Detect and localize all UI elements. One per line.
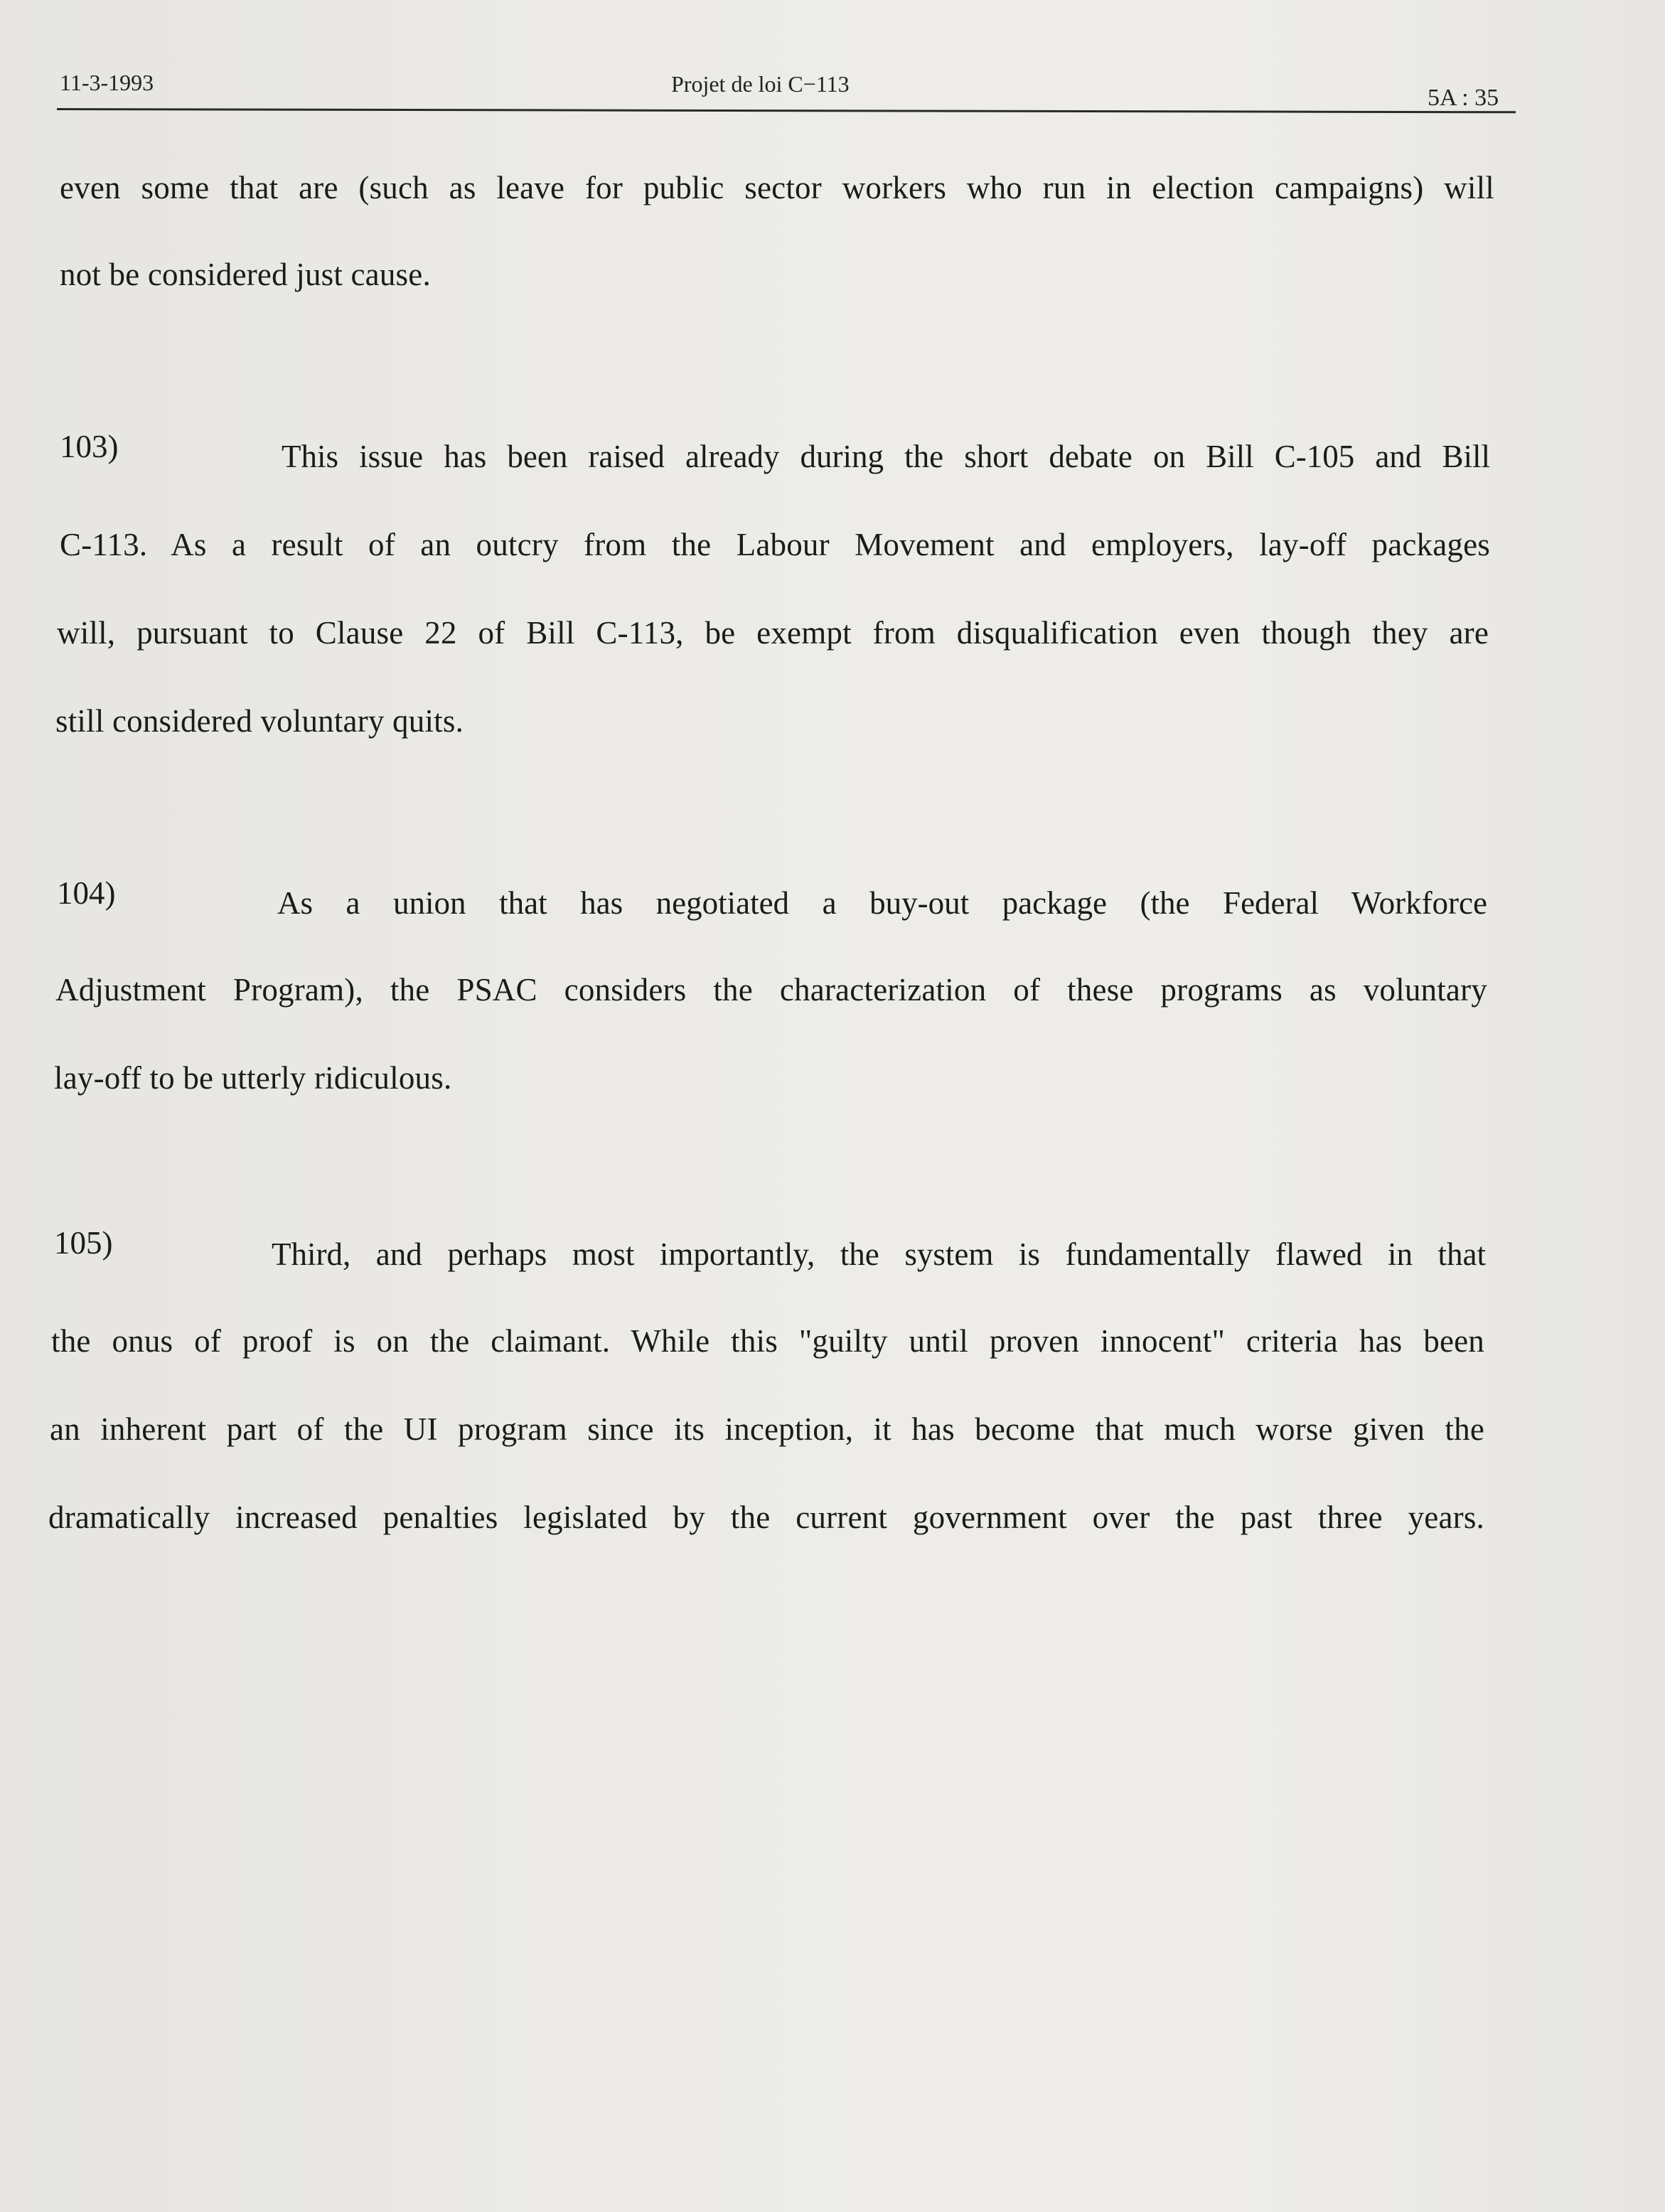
paragraph-line: still considered voluntary quits.	[55, 703, 464, 739]
paragraph-line: dramatically increased penalties legislated by the current government over the past three years.	[48, 1500, 1484, 1535]
paragraph-line: Adjustment Program), the PSAC considers the characterization of these programs as voluntary	[55, 972, 1487, 1008]
paragraph-line: the onus of proof is on the claimant. While this "guilty until proven innocent" criteria has been	[51, 1323, 1484, 1359]
paragraph-number: 105)	[54, 1225, 113, 1261]
header-rule	[57, 108, 1516, 113]
paragraph-line: C-113. As a result of an outcry from the Labour Movement and employers, lay-off packages	[60, 527, 1490, 562]
paragraph-line: an inherent part of the UI program since its inception, it has become that much worse given the	[50, 1411, 1484, 1447]
header-page-number: 5A : 35	[1428, 85, 1499, 111]
paragraph-number: 104)	[57, 875, 116, 911]
header-title: Projet de loi C−113	[671, 71, 850, 97]
paragraph-first-line: As a union that has negotiated a buy-out package (the Federal Workforce	[277, 885, 1487, 921]
paragraph-line: will, pursuant to Clause 22 of Bill C-113, be exempt from disqualification even though they are	[57, 615, 1489, 651]
continuation-line-1: even some that are (such as leave for public sector workers who run in election campaigns) will	[60, 170, 1494, 205]
paragraph-first-line: This issue has been raised already during the short debate on Bill C-105 and Bill	[282, 439, 1490, 474]
header-date: 11-3-1993	[60, 70, 154, 95]
paragraph-line: lay-off to be utterly ridiculous.	[54, 1060, 452, 1096]
paragraph-first-line: Third, and perhaps most importantly, the system is fundamentally flawed in that	[272, 1236, 1486, 1272]
paragraph-number: 103)	[60, 429, 119, 464]
continuation-line-2: not be considered just cause.	[60, 257, 431, 292]
